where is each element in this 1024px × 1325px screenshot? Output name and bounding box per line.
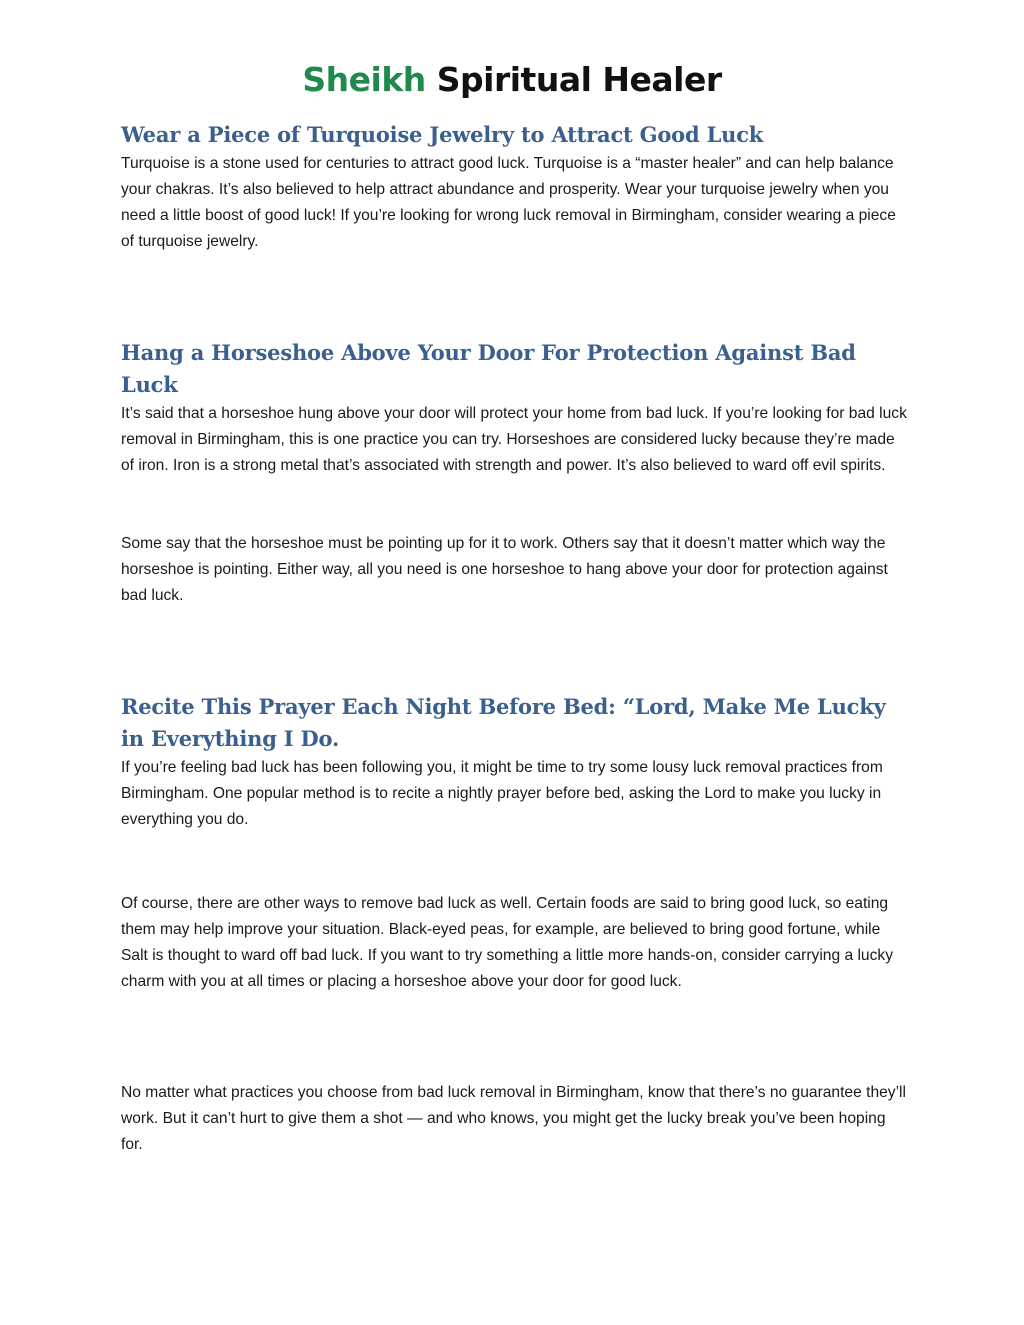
section-heading: Recite This Prayer Each Night Before Bed: “Lord, Make Me Lucky in Everything I Do. bbox=[121, 694, 886, 751]
section-prayer bbox=[121, 691, 911, 833]
section-paragraph: No matter what practices you choose from bad luck removal in Birmingham, know that there’s no guarantee they’ll work. But it can’t hurt to give them a shot — and who knows, you might get the lucky break you’ve been hoping for. bbox=[121, 1084, 906, 1153]
section-paragraph: If you’re feeling bad luck has been following you, it might be time to try some lousy luck removal practices from Birmingham. One popular method is to recite a nightly prayer before bed, asking the Lord to make you lucky in everything you do. bbox=[121, 759, 883, 828]
logo-word-sheikh: Sheikh bbox=[302, 60, 426, 99]
section-paragraph: Of course, there are other ways to remove bad luck as well. Certain foods are said to bring good luck, so eating them may help improve your situation. Black-eyed peas, for example, are believed to bring good fortune, while Salt is thought to ward off bad luck. If you want to try something a little more hands-on, consider carrying a lucky charm with you at all times or placing a horseshoe above your door for good luck. bbox=[121, 895, 893, 990]
site-logo bbox=[0, 60, 1024, 99]
section-paragraph: It’s said that a horseshoe hung above your door will protect your home from bad luck. If you’re looking for bad luck removal in Birmingham, this is one practice you can try. Horseshoes are considered lucky because they’re made of iron. Iron is a strong metal that’s associated with strength and power. It’s also believed to ward off evil spirits. bbox=[121, 405, 907, 474]
section-horseshoe bbox=[121, 337, 911, 479]
section-prayer-paragraph-3 bbox=[121, 1080, 911, 1158]
section-heading: Hang a Horseshoe Above Your Door For Protection Against Bad Luck bbox=[121, 340, 856, 397]
section-prayer-paragraph-2 bbox=[121, 891, 911, 995]
section-turquoise bbox=[121, 119, 911, 255]
section-paragraph: Turquoise is a stone used for centuries to attract good luck. Turquoise is a “master healer” and can help balance your chakras. It’s also believed to help attract abundance and prosperity. Wear your turquoise jewelry when you need a little boost of good luck! If you’re looking for wrong luck removal in Birmingham, consider wearing a piece of turquoise jewelry. bbox=[121, 155, 896, 250]
logo-word-spiritual-healer: Spiritual Healer bbox=[436, 60, 722, 99]
section-heading: Wear a Piece of Turquoise Jewelry to Attract Good Luck bbox=[121, 122, 764, 147]
section-horseshoe-continued bbox=[121, 531, 911, 609]
section-paragraph: Some say that the horseshoe must be pointing up for it to work. Others say that it doesn’t matter which way the horseshoe is pointing. Either way, all you need is one horseshoe to hang above your door for protection against bad luck. bbox=[121, 535, 888, 604]
